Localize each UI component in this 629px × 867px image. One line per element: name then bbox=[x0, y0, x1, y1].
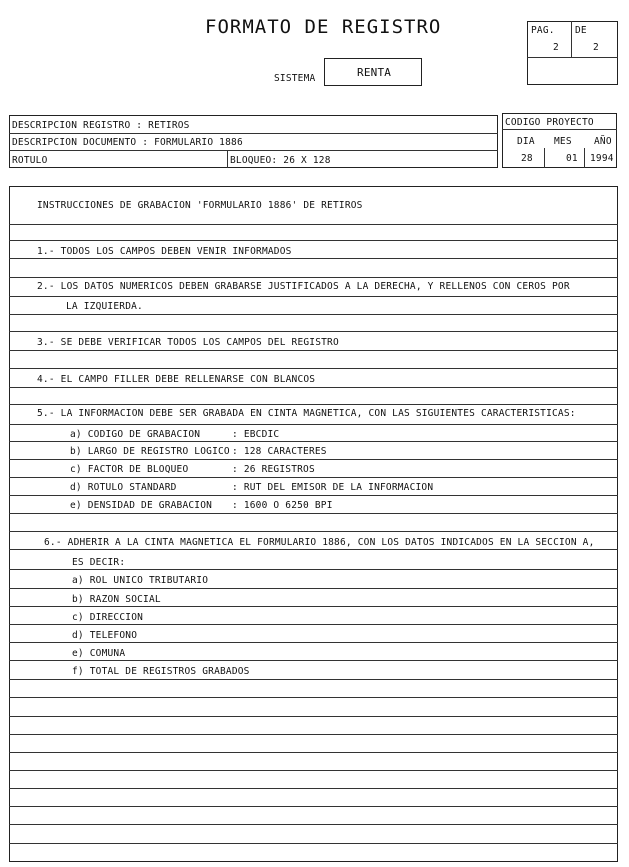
i6-item: a) ROL UNICO TRIBUTARIO bbox=[72, 575, 209, 586]
bloqueo: BLOQUEO: 26 X 128 bbox=[230, 155, 331, 166]
rule-line bbox=[9, 569, 618, 570]
rule-line bbox=[9, 331, 618, 332]
rule-line bbox=[9, 459, 618, 460]
instruction-1: 1.- TODOS LOS CAMPOS DEBEN VENIR INFORMADOS bbox=[37, 246, 292, 257]
instruction-2-line-1: 2.- LOS DATOS NUMERICOS DEBEN GRABARSE JUSTIFICADOS A LA DERECHA, Y RELLENOS CON CEROS POR bbox=[37, 281, 570, 292]
form-title: FORMATO DE REGISTRO bbox=[205, 16, 442, 38]
dia-value: 28 bbox=[521, 153, 533, 164]
sistema-label: SISTEMA bbox=[274, 73, 316, 84]
i5-item-value: : EBCDIC bbox=[232, 429, 280, 440]
rule-line bbox=[9, 404, 618, 405]
rule-line bbox=[9, 350, 618, 351]
rule-line bbox=[9, 806, 618, 807]
instruction-3: 3.- SE DEBE VERIFICAR TODOS LOS CAMPOS DEL REGISTRO bbox=[37, 337, 339, 348]
i6-item: c) DIRECCION bbox=[72, 612, 144, 623]
instruction-6-line-1: 6.- ADHERIR A LA CINTA MAGNETICA EL FORMULARIO 1886, CON LOS DATOS INDICADOS EN LA SECCION A, bbox=[44, 537, 595, 548]
i5-item-label: e) DENSIDAD DE GRABACION bbox=[70, 500, 213, 511]
rule-line bbox=[9, 224, 618, 225]
rule-line bbox=[9, 424, 618, 425]
desc-registro: DESCRIPCION REGISTRO : RETIROS bbox=[12, 120, 190, 131]
rule-line bbox=[9, 642, 618, 643]
instruction-4: 4.- EL CAMPO FILLER DEBE RELLENARSE CON BLANCOS bbox=[37, 374, 316, 385]
rule-line bbox=[9, 734, 618, 735]
instruction-2-line-2: LA IZQUIERDA. bbox=[66, 301, 143, 312]
codigo-proyecto-label: CODIGO PROYECTO bbox=[505, 117, 594, 128]
rule-line bbox=[9, 387, 618, 388]
rule-line bbox=[9, 588, 618, 589]
rule-line bbox=[9, 314, 618, 315]
i5-item-value: : 1600 O 6250 BPI bbox=[232, 500, 333, 511]
ano-value: 1994 bbox=[590, 153, 614, 164]
rule-line bbox=[9, 240, 618, 241]
rule-line bbox=[9, 679, 618, 680]
i6-item: b) RAZON SOCIAL bbox=[72, 594, 161, 605]
rule-line bbox=[9, 843, 618, 844]
rule-line bbox=[9, 531, 618, 532]
pag-value: 2 bbox=[553, 42, 559, 53]
rule-line bbox=[9, 770, 618, 771]
rule-line bbox=[9, 788, 618, 789]
sistema-value: RENTA bbox=[357, 66, 392, 79]
i5-item-value: : 128 CARACTERES bbox=[232, 446, 327, 457]
i5-item-value: : 26 REGISTROS bbox=[232, 464, 315, 475]
de-value: 2 bbox=[593, 42, 599, 53]
rule-line bbox=[9, 258, 618, 259]
rule-line bbox=[9, 752, 618, 753]
rule-line bbox=[9, 716, 618, 717]
rule-line bbox=[9, 495, 618, 496]
desc-documento: DESCRIPCION DOCUMENTO : FORMULARIO 1886 bbox=[12, 137, 243, 148]
rule-line bbox=[9, 277, 618, 278]
i5-item-label: b) LARGO DE REGISTRO LOGICO bbox=[70, 446, 230, 457]
de-label: DE bbox=[575, 25, 587, 36]
rule-line bbox=[9, 660, 618, 661]
mes-value: 01 bbox=[566, 153, 578, 164]
i6-item: e) COMUNA bbox=[72, 648, 126, 659]
rule-line bbox=[9, 624, 618, 625]
i5-item-label: d) ROTULO STANDARD bbox=[70, 482, 177, 493]
rule-line bbox=[9, 513, 618, 514]
rule-line bbox=[9, 697, 618, 698]
instructions-heading: INSTRUCCIONES DE GRABACION 'FORMULARIO 1886' DE RETIROS bbox=[37, 200, 363, 211]
dia-label: DIA bbox=[517, 136, 535, 147]
pag-label: PAG. bbox=[531, 25, 555, 36]
rule-line bbox=[9, 296, 618, 297]
mes-label: MES bbox=[554, 136, 572, 147]
i6-item: d) TELEFONO bbox=[72, 630, 138, 641]
i5-item-label: a) CODIGO DE GRABACION bbox=[70, 429, 201, 440]
i5-item-value: : RUT DEL EMISOR DE LA INFORMACION bbox=[232, 482, 434, 493]
rule-line bbox=[9, 606, 618, 607]
rule-line bbox=[9, 441, 618, 442]
i5-item-label: c) FACTOR DE BLOQUEO bbox=[70, 464, 189, 475]
rule-line bbox=[9, 368, 618, 369]
rule-line bbox=[9, 549, 618, 550]
rotulo-label: ROTULO bbox=[12, 155, 48, 166]
instruction-6-line-2: ES DECIR: bbox=[72, 557, 126, 568]
instruction-5: 5.- LA INFORMACION DEBE SER GRABADA EN CINTA MAGNETICA, CON LAS SIGUIENTES CARACTERISTICAS: bbox=[37, 408, 576, 419]
rule-line bbox=[9, 824, 618, 825]
ano-label: AÑO bbox=[594, 136, 612, 147]
rule-line bbox=[9, 477, 618, 478]
i6-item: f) TOTAL DE REGISTROS GRABADOS bbox=[72, 666, 250, 677]
